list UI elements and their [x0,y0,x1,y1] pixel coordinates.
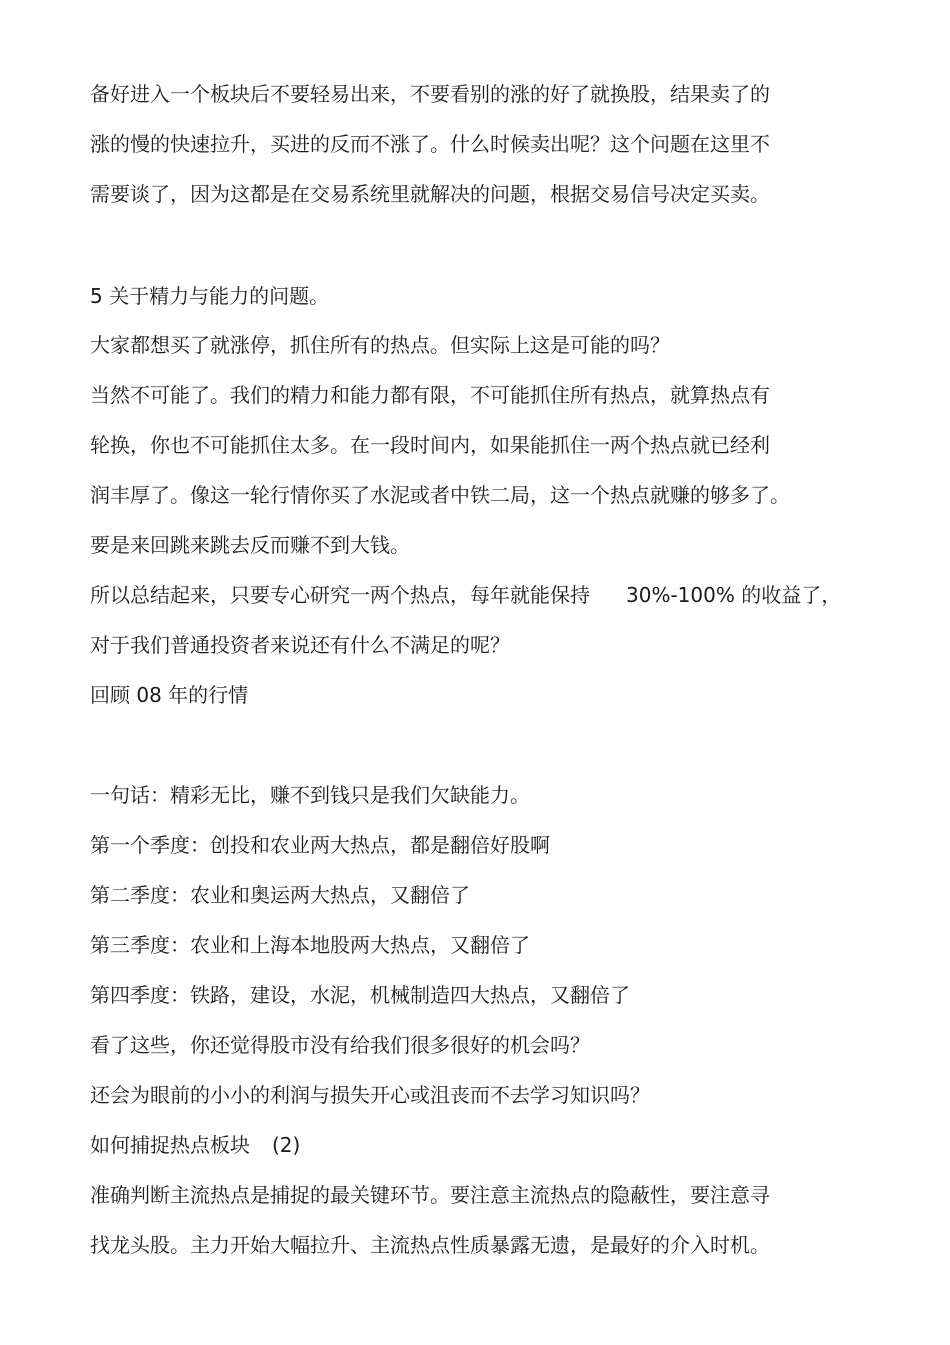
return-range: 30%-100% [626,583,735,607]
paragraph-line: 要是来回跳来跳去反而赚不到大钱。 [90,533,410,557]
list-item: 第四季度：铁路，建设，水泥，机械制造四大热点，又翻倍了 [90,983,630,1007]
paragraph-line: 准确判断主流热点是捕捉的最关键环节。要注意主流热点的隐蔽性，要注意寻 [90,1183,770,1207]
paragraph-line: 大家都想买了就涨停，抓住所有的热点。但实际上这是可能的吗？ [90,333,670,357]
paragraph-line: 当然不可能了。我们的精力和能力都有限，不可能抓住所有热点，就算热点有 [90,383,770,407]
paragraph-line: 涨的慢的快速拉升，买进的反而不涨了。什么时候卖出呢？这个问题在这里不 [90,132,770,156]
paragraph-line: 对于我们普通投资者来说还有什么不满足的呢？ [90,633,510,657]
summary-text: 所以总结起来，只要专心研究一两个热点，每年就能保持 [90,583,590,607]
paragraph-line: 需要谈了，因为这都是在交易系统里就解决的问题，根据交易信号决定买卖。 [90,182,770,206]
paragraph-line: 润丰厚了。像这一轮行情你买了水泥或者中铁二局，这一个热点就赚的够多了。 [90,483,790,507]
section-heading-text: 如何捕捉热点板块 [90,1133,250,1157]
paragraph-line: 还会为眼前的小小的利润与损失开心或沮丧而不去学习知识吗？ [90,1083,650,1107]
list-item: 第一个季度：创投和农业两大热点，都是翻倍好股啊 [90,833,550,857]
section-heading: 5 关于精力与能力的问题。 [90,284,330,308]
paragraph-line: 轮换，你也不可能抓住太多。在一段时间内，如果能抓住一两个热点就已经利 [90,433,770,457]
summary-line [90,582,870,608]
summary-text-end: 的收益了， [734,583,842,607]
paragraph-line: 备好进入一个板块后不要轻易出来，不要看别的涨的好了就换股，结果卖了的 [90,82,770,106]
paragraph-line: 一句话：精彩无比，赚不到钱只是我们欠缺能力。 [90,783,530,807]
list-item: 第二季度：农业和奥运两大热点，又翻倍了 [90,883,470,907]
paragraph-line: 找龙头股。主力开始大幅拉升、主流热点性质暴露无遗，是最好的介入时机。 [90,1233,770,1257]
section-heading-number: (2) [272,1133,301,1157]
paragraph-line: 看了这些，你还觉得股市没有给我们很多很好的机会吗？ [90,1033,590,1057]
section-heading [90,1132,870,1158]
section-heading: 回顾 08 年的行情 [90,683,249,707]
list-item: 第三季度：农业和上海本地股两大热点，又翻倍了 [90,933,530,957]
